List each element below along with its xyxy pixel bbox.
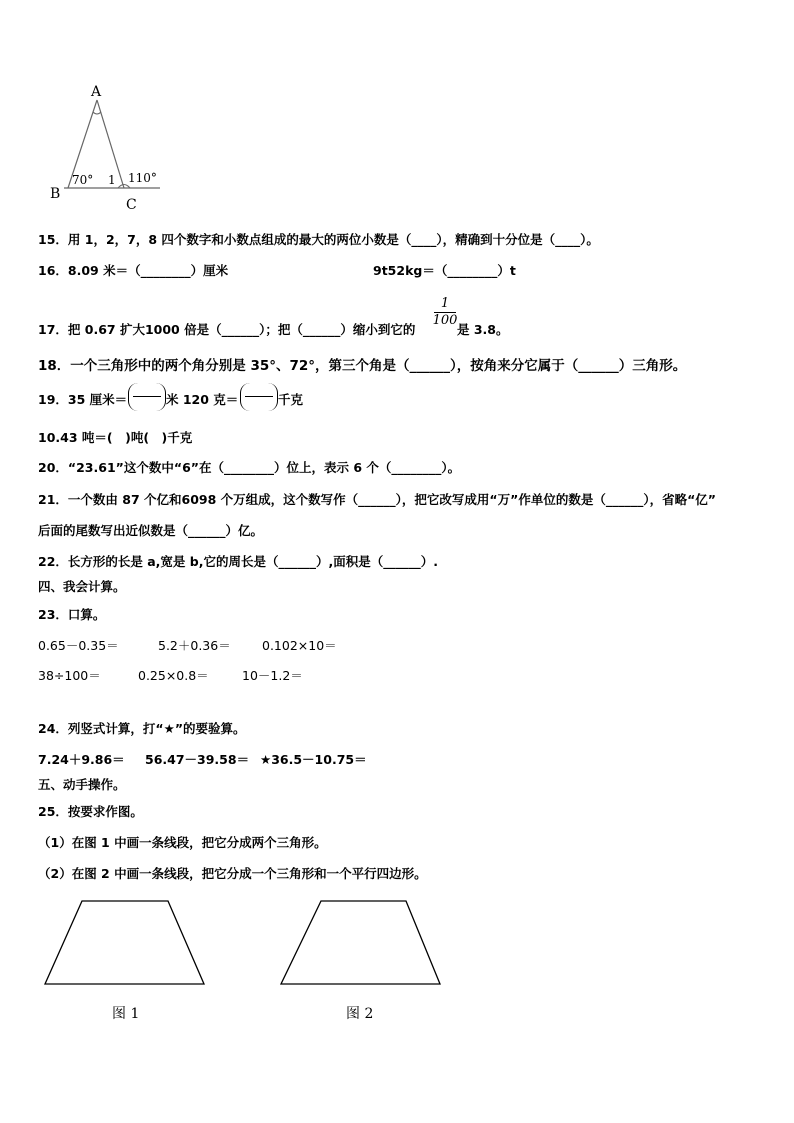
triangle-figure — [40, 78, 180, 218]
question-16-b: 9t52kg＝（________）t — [373, 263, 516, 278]
question-25-1: （1）在图 1 中画一条线段，把它分成两个三角形。 — [38, 835, 327, 850]
vertical-calc-2: 56.47－39.58＝ — [145, 752, 250, 767]
angle-a-arc — [93, 112, 101, 114]
question-17-a: 17．把 0.67 扩大1000 倍是（______）；把（______）缩小到它的 — [38, 322, 416, 337]
trapezoid-figure-2 — [276, 895, 446, 990]
figure-1-label: 图 1 — [112, 1006, 140, 1022]
angle-ext-label: 110° — [128, 171, 157, 185]
section-5-title: 五、动手操作。 — [38, 777, 126, 792]
angle-1-label: 1 — [108, 173, 116, 187]
calc-1-2: 5.2＋0.36＝ — [158, 638, 231, 653]
question-15: 15．用 1，2，7，8 四个数字和小数点组成的最大的两位小数是（____），精确到十分位是（____）。 — [38, 232, 599, 247]
section-4-title: 四、我会计算。 — [38, 579, 126, 594]
fraction-numerator: 1 — [440, 296, 450, 311]
calc-2-2: 0.25×0.8＝ — [138, 668, 209, 683]
label-c: C — [126, 197, 137, 213]
question-20: 20．“23.61”这个数中“6”在（________）位上，表示 6 个（________）。 — [38, 460, 461, 475]
question-19-a: 19．35 厘米＝ — [38, 392, 128, 407]
question-23: 23．口算。 — [38, 607, 106, 622]
trapezoid-figure-1 — [40, 895, 210, 990]
vertical-calc-1: 7.24＋9.86＝ — [38, 752, 125, 767]
angle-b-label: 70° — [72, 173, 94, 187]
question-17-b: 是 3.8。 — [457, 322, 509, 337]
question-25: 25．按要求作图。 — [38, 804, 143, 819]
calc-2-1: 38÷100＝ — [38, 668, 101, 683]
question-19-b: 米 120 克＝ — [166, 392, 239, 407]
calc-1-1: 0.65－0.35＝ — [38, 638, 119, 653]
question-24: 24．列竖式计算，打“★”的要验算。 — [38, 721, 246, 736]
question-25-2: （2）在图 2 中画一条线段，把它分成一个三角形和一个平行四边形。 — [38, 866, 427, 881]
calc-1-3: 0.102×10＝ — [262, 638, 337, 653]
calc-2-3: 10－1.2＝ — [242, 668, 303, 683]
question-22: 22．长方形的长是 a,宽是 b,它的周长是（______）,面积是（______）. — [38, 554, 438, 569]
question-16-a: 16．8.09 米＝（________）厘米 — [38, 263, 229, 278]
vertical-calc-3: ★36.5－10.75＝ — [260, 752, 367, 767]
blank-fraction-2[interactable] — [240, 383, 278, 411]
fraction-1-over-100 — [432, 296, 458, 328]
label-b: B — [50, 186, 61, 202]
question-19-c: 千克 — [278, 392, 304, 407]
fraction-denominator: 100 — [432, 313, 458, 328]
question-21-a: 21．一个数由 87 个亿和6098 个万组成，这个数写作（______），把它改写成用“万”作单位的数是（______），省略“亿” — [38, 492, 716, 507]
question-18: 18．一个三角形中的两个角分别是 35°、72°，第三个角是（______），按角来分它属于（______）三角形。 — [38, 358, 687, 374]
question-19-d: 10.43 吨＝( )吨( )千克 — [38, 430, 193, 445]
blank-fraction-1[interactable] — [128, 383, 166, 411]
question-21-b: 后面的尾数写出近似数是（______）亿。 — [38, 523, 264, 538]
figure-2-label: 图 2 — [346, 1006, 374, 1022]
label-a: A — [91, 84, 102, 100]
